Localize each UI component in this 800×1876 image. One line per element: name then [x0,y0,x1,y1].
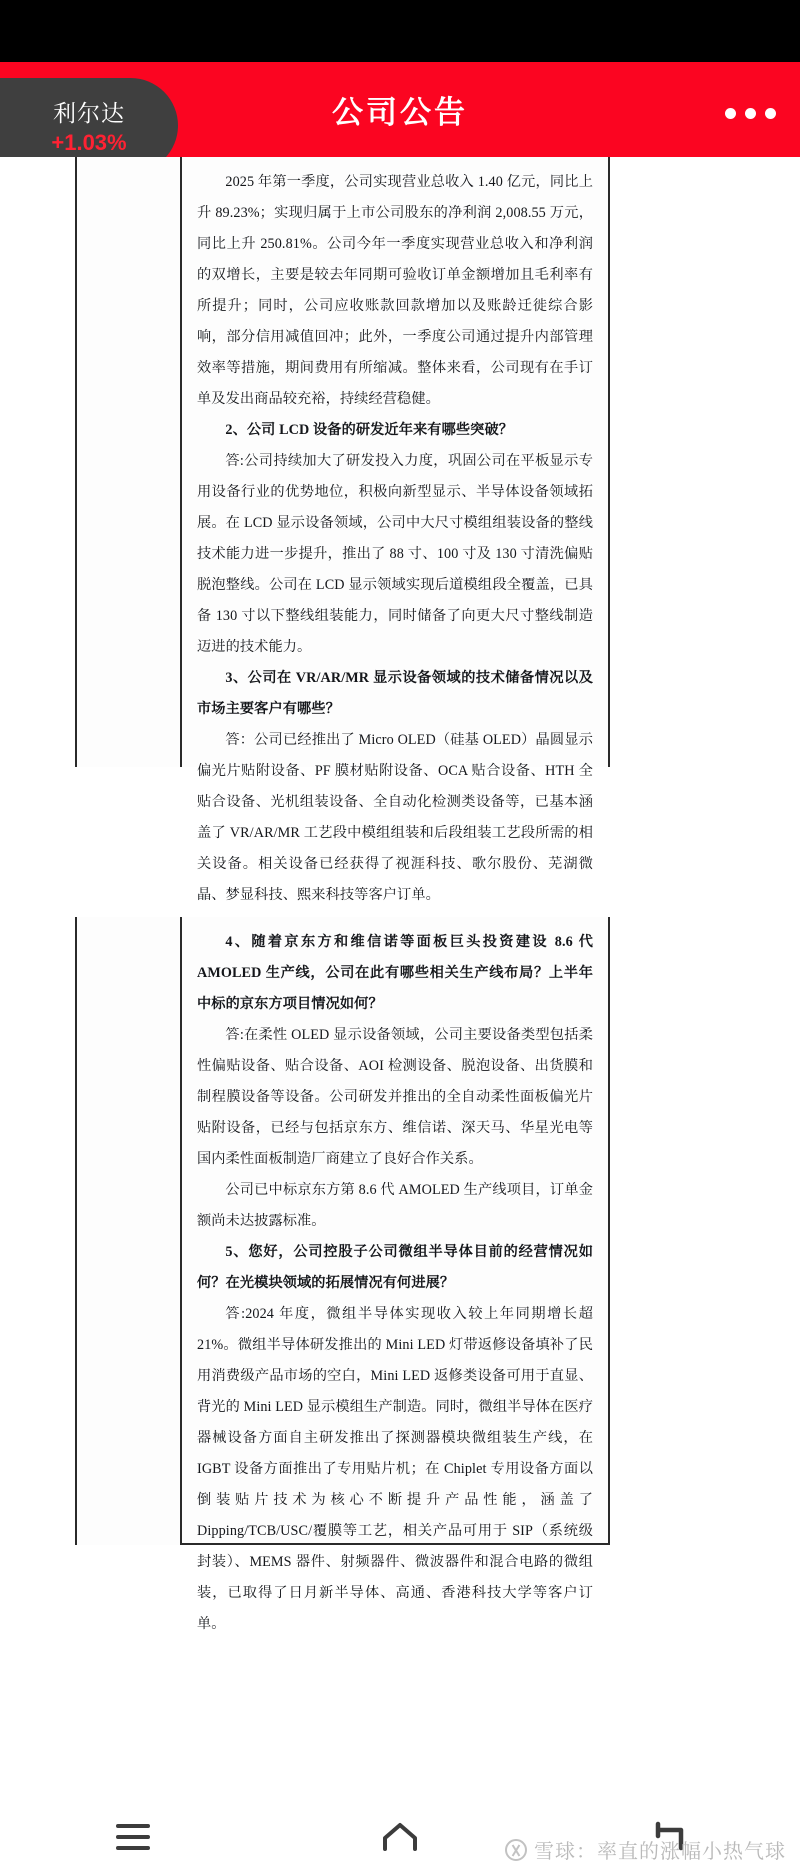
answer-paragraph: 2025 年第一季度，公司实现营业总收入 1.40 亿元，同比上升 89.23%；实现归属于上市公司股东的净利润 2,008.55 万元，同比上升 250.81%。公司今年一季度实现营业总收入和净利润的双增长，主要是较去年同期可验收订单金额增加且毛利率有所提升；同时，公司应收账款回款增加以及账龄迁徙综合影响，部分信用减值回冲；此外，一季度公司通过提升内部管理效率等措施，期间费用有所缩减。整体来看，公司现有在手订单及发出商品较充裕，持续经营稳健。 [197,174,593,407]
ticker-name: 利尔达 [53,100,125,126]
page-title: 公司公告 [332,95,468,130]
page-left-rule [75,917,77,1545]
menu-icon [116,1824,150,1850]
app-bar [0,62,800,157]
xueqiu-logo-icon [505,1839,527,1861]
page-2-text [183,917,607,1632]
more-dots-icon[interactable] [725,108,776,119]
answer-paragraph: 公司已中标京东方第 8.6 代 AMOLED 生产线项目，订单金额尚未达披露标准。 [197,1182,593,1229]
home-button[interactable] [340,1807,460,1867]
question-heading: 5、您好，公司控股子公司微组半导体目前的经营情况如何？在光模块领域的拓展情况有何进展？ [197,1244,593,1291]
status-bar [0,0,800,62]
watermark [505,1835,786,1864]
question-heading: 2、公司 LCD 设备的研发近年来有哪些突破？ [225,422,514,438]
home-icon [380,1821,420,1853]
watermark-text: 雪球：率直的涨幅小热气球 [534,1841,786,1863]
answer-paragraph: 答:2024 年度，微组半导体实现收入较上年同期增长超 21%。微组半导体研发推出的 Mini LED 灯带返修设备填补了民用消费级产品市场的空白，Mini LED 返修类设备可用于直显、背光的 Mini LED 显示模组生产制造。同时，微组半导体在医疗器械设备方面自主研发推出了探测器模块微组装生产线，在 IGBT 设备方面推出了专用贴片机；在 Chiplet 专用设备方面以倒装贴片技术为核心不断提升产品性能，涵盖了 Dipping/TCB/USC/覆膜等工艺，相关产品可用于 SIP（系统级封装）、MEMS 器件、射频器件、微波器件和混合电路的微组装，已取得了日月新半导体、高通、香港科技大学等客户订单。 [197,1306,593,1632]
question-heading: 4、随着京东方和维信诺等面板巨头投资建设 8.6 代 AMOLED 生产线，公司在此有哪些相关生产线布局？上半年中标的京东方项目情况如何？ [197,934,593,1012]
ticker-change: +1.03% [51,130,127,155]
answer-paragraph: 答:在柔性 OLED 显示设备领域，公司主要设备类型包括柔性偏贴设备、贴合设备、AOI 检测设备、脱泡设备、出货膜和制程膜设备等设备。公司研发并推出的全自动柔性面板偏光片贴附设备，已经与包括京东方、维信诺、深天马、华星光电等国内柔性面板制造厂商建立了良好合作关系。 [197,1027,593,1167]
menu-button[interactable] [73,1807,193,1867]
document-page-2 [75,917,610,1632]
page-left-rule [75,157,77,767]
answer-paragraph: 答：公司已经推出了 Micro OLED（硅基 OLED）晶圆显示偏光片贴附设备、PF 膜材贴附设备、OCA 贴合设备、HTH 全贴合设备、光机组装设备、全自动化检测类设备等，已基本涵盖了 VR/AR/MR 工艺段中模组组装和后段组装工艺段所需的相关设备。相关设备已经获得了视涯科技、歌尔股份、芜湖微晶、梦显科技、熙来科技等客户订单。 [197,732,593,903]
question-heading: 3、公司在 VR/AR/MR 显示设备领域的技术储备情况以及市场主要客户有哪些？ [197,670,593,717]
dot-2 [745,108,756,119]
dot-1 [725,108,736,119]
answer-paragraph: 答:公司持续加大了研发投入力度，巩固公司在平板显示专用设备行业的优势地位，积极向新型显示、半导体设备领域拓展。在 LCD 显示设备领域，公司中大尺寸模组组装设备的整线技术能力进一步提升，推出了 88 寸、100 寸及 130 寸清洗偏贴脱泡整线。公司在 LCD 显示领域实现后道模组段全覆盖，已具备 130 寸以下整线组装能力，同时储备了向更大尺寸整线制造迈进的技术能力。 [197,453,593,655]
document-page-1 [75,157,610,903]
page-1-text [183,157,607,903]
dot-3 [765,108,776,119]
document-viewer[interactable] [0,157,800,1798]
